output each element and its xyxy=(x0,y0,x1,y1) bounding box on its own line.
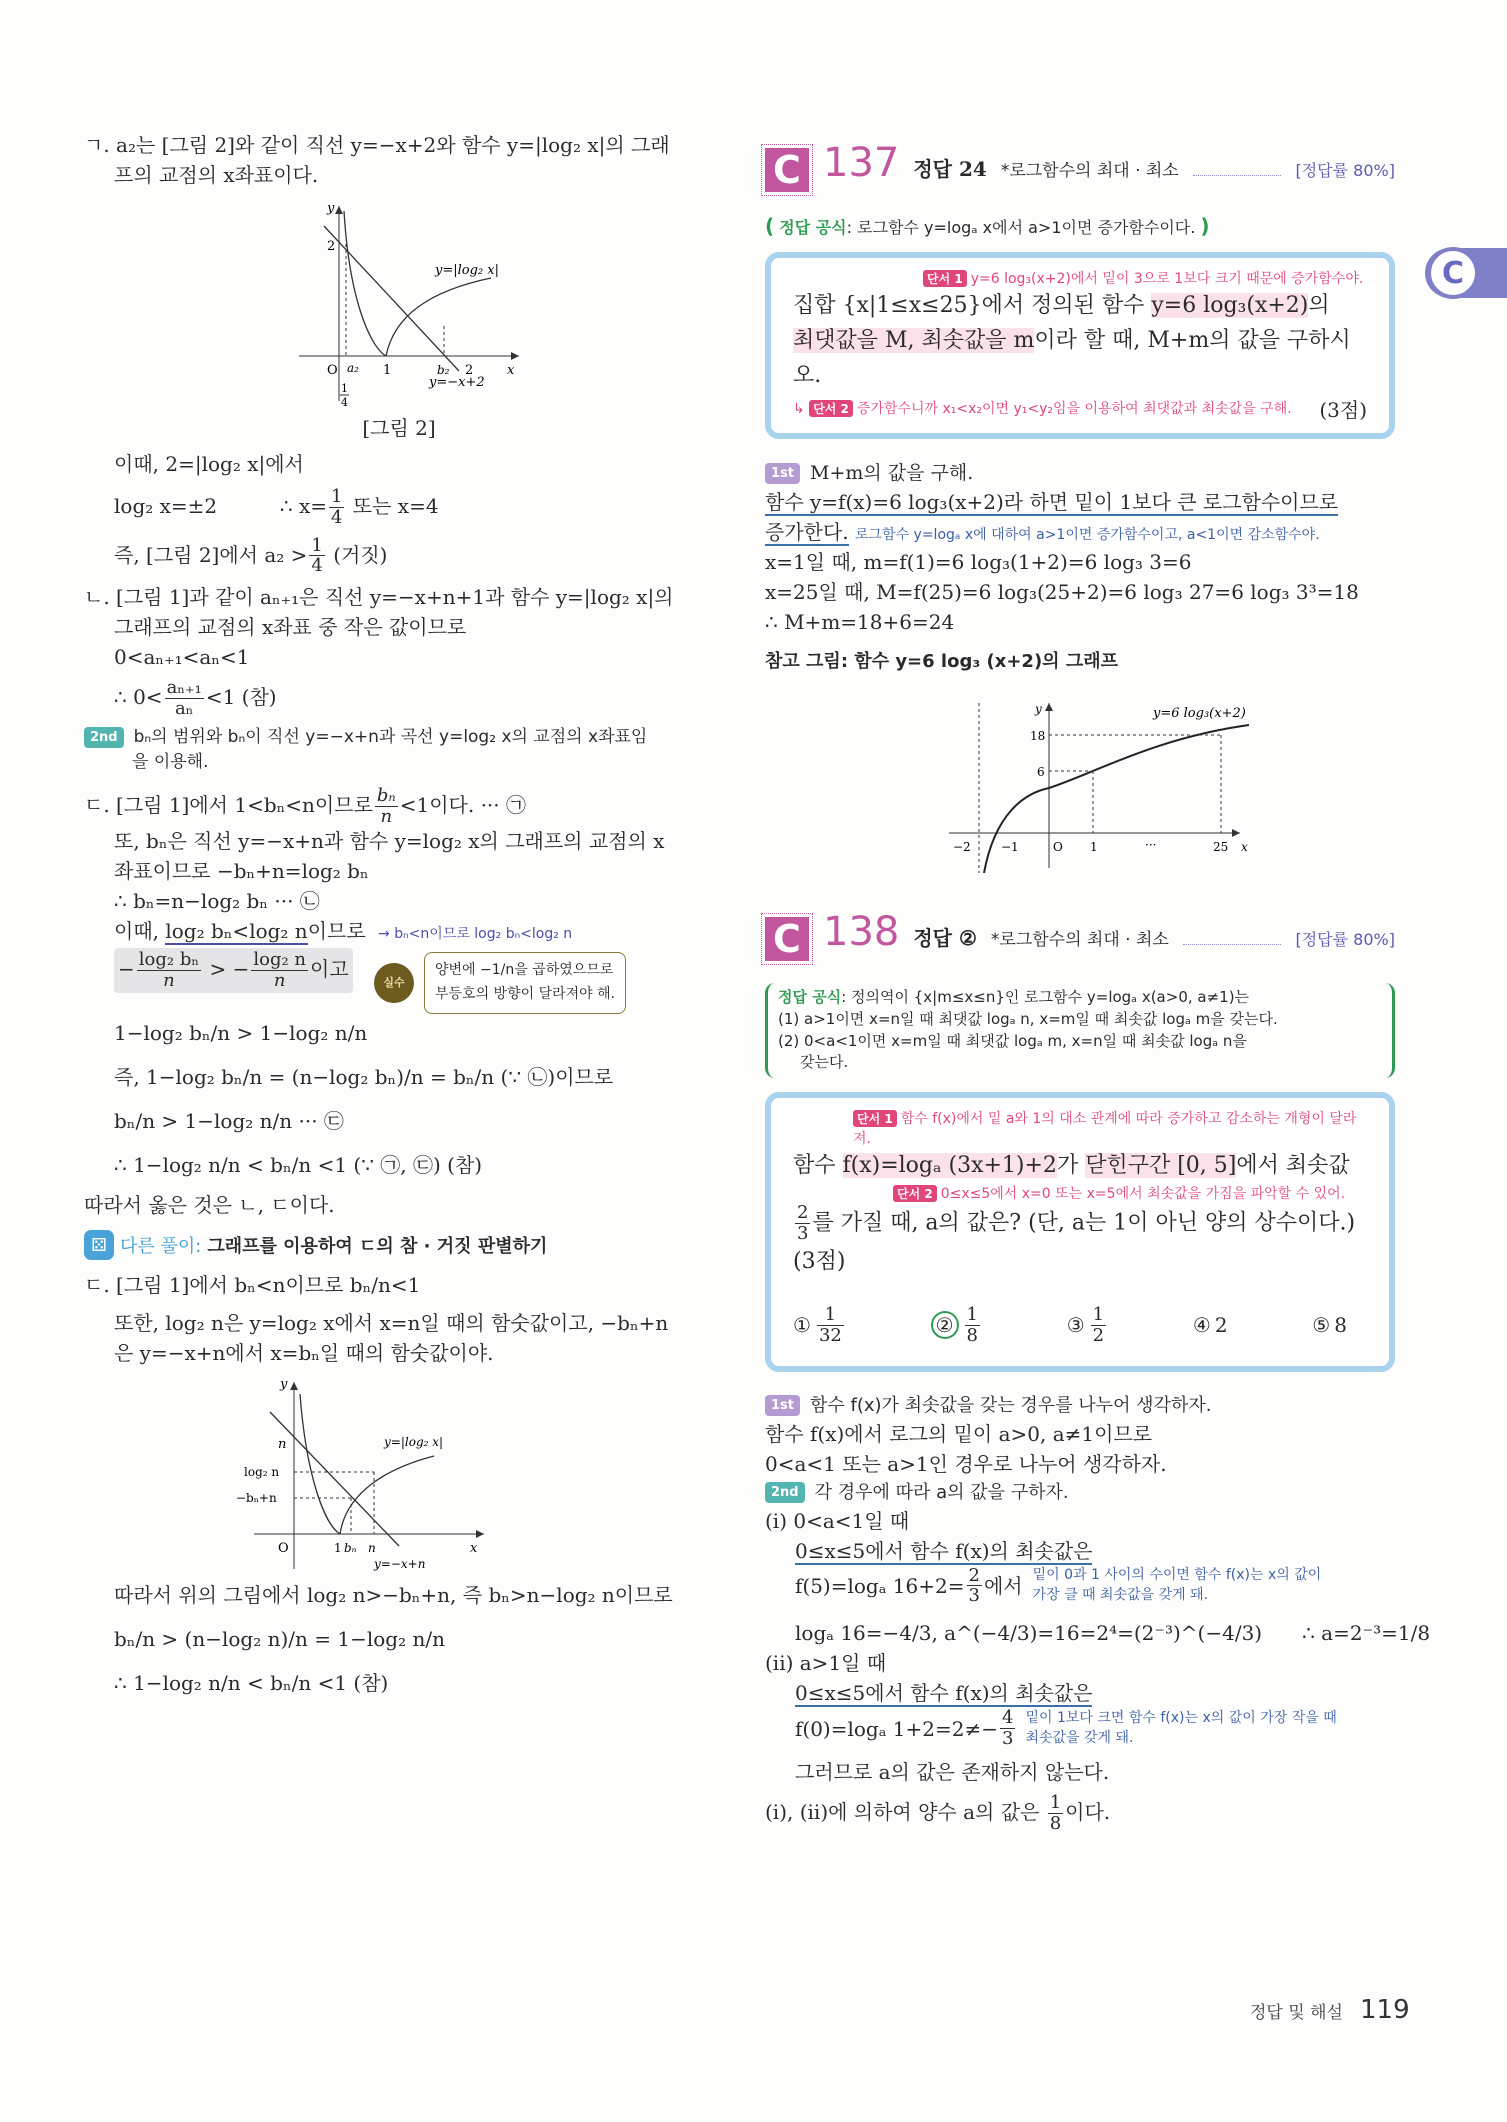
step-2nd xyxy=(765,1479,1395,1506)
g-line4-eq: log₂ x=±2 xyxy=(114,493,218,518)
step-2nd xyxy=(84,725,714,751)
g-line5-head: 즉, [그림 2]에서 a₂ > xyxy=(114,542,308,567)
svg-text:a₂: a₂ xyxy=(347,361,359,375)
d-line4: ∴ bₙ=n−log₂ bₙ ··· ㉡ xyxy=(114,889,320,914)
s2: 증가한다. 로그함수 y=logₐ x에 대하여 a>1이면 증가함수이고, a<1이면 감소함수야. xyxy=(765,520,1320,545)
svg-text:log₂ n: log₂ n xyxy=(244,1465,280,1480)
problem-138-header xyxy=(765,909,1395,969)
choice-3[interactable]: ③ $\frac{1}{2}$ xyxy=(1066,1304,1105,1346)
case1-head: (i) 0<a<1일 때 xyxy=(765,1508,910,1533)
case2-note: 밑이 1보다 크면 함수 f(x)는 x의 값이 가장 작을 때 최솟값을 갖게 돼. xyxy=(1025,1709,1337,1746)
problem-137-header xyxy=(765,140,1395,200)
answer-choices xyxy=(793,1305,1347,1346)
step-badge: 2nd xyxy=(765,1482,805,1504)
step-badge: 2nd xyxy=(84,727,124,749)
left-column xyxy=(84,130,714,1698)
correct-rate: [정답률 80%] xyxy=(1295,161,1395,180)
step-text: 함수 f(x)가 최솟값을 갖는 경우를 나누어 생각하자. xyxy=(810,1394,1212,1416)
alt-figure xyxy=(234,1374,494,1574)
mistake-line1: 양변에 −1/n을 곱하였으므로 xyxy=(435,962,614,979)
correct-rate: [정답률 80%] xyxy=(1295,930,1395,950)
highlighted-inequality: − $\frac{\text{log₂ bₙ}}{n}$ > − $\frac{\text{log₂ n}}{n}$ 이고 xyxy=(114,948,353,993)
svg-text:y=|log₂ x|: y=|log₂ x| xyxy=(435,263,499,278)
svg-text:4: 4 xyxy=(341,396,348,406)
hint-1: 단서 1 y=6 log₃(x+2)에서 밑이 3으로 1보다 크기 때문에 증가함수야. xyxy=(793,268,1367,288)
n-line4-head: ∴ 0< xyxy=(114,684,163,709)
conclusion: 따라서 옳은 것은 ㄴ, ㄷ이다. xyxy=(84,1193,335,1218)
right-column xyxy=(765,140,1431,1834)
hint-1: 단서 1 함수 f(x)에서 밑 a와 1의 대소 관계에 따라 증가하고 감소하는 개형이 달라져. xyxy=(853,1111,1357,1148)
hint-2-row xyxy=(793,394,1367,423)
s5: ∴ M+m=18+6=24 xyxy=(765,610,955,635)
answer-formula: ( 정답 공식: 로그함수 y=logₐ x에서 a>1이면 증가함수이다. ) xyxy=(765,214,1210,238)
step-1st xyxy=(765,1392,1395,1419)
alt-label: 다른 풀이: xyxy=(120,1236,202,1258)
s2: 0<a<1 또는 a>1인 경우로 나누어 생각하자. xyxy=(765,1451,1167,1476)
question-line2: 최댓값을 M, 최솟값을 m이라 할 때, M+m의 값을 구하시오. xyxy=(793,328,1351,389)
case2-eq: f(0)=logₐ 1+2=2≠− $\frac{4}{3}$ 밑이 1보다 크면 함수 f(x)는 x의 값이 가장 작을 때 최솟값을 갖게 돼. xyxy=(795,1707,1337,1750)
n-line2: 그래프의 교점의 x좌표 중 작은 값이므로 xyxy=(114,615,467,640)
step-2nd-cont: 을 이용해. xyxy=(132,752,209,773)
d-line10: ∴ 1−log₂ n/n < bₙ/n <1 (∵ ㉠, ㉢) (참) xyxy=(114,1153,483,1178)
case2-result: 그러므로 a의 값은 존재하지 않는다. xyxy=(795,1759,1110,1784)
alt-line6: ∴ 1−log₂ n/n < bₙ/n <1 (참) xyxy=(114,1671,389,1696)
problem-138-box xyxy=(765,1092,1395,1372)
s1: 함수 y=f(x)=6 log₃(x+2)라 하면 밑이 1보다 큰 로그함수이므로 xyxy=(765,490,1339,515)
chapter-tab xyxy=(1425,248,1507,298)
answer: 정답 24 xyxy=(913,157,987,181)
svg-text:···: ··· xyxy=(1145,838,1157,853)
fraction: $\frac{\text{bₙ}}{n}$ xyxy=(376,784,396,827)
case1-eq2: logₐ 16=−4/3, a^(−4/3)=16=2⁴=(2⁻³)^(−4/3) ∴ a=2⁻³=1/8 xyxy=(795,1621,1431,1646)
n-line1: ㄴ. [그림 1]과 같이 aₙ₊₁은 직선 y=−x+n+1과 함수 y=|log₂ x|의 xyxy=(84,585,674,610)
alt-line5: bₙ/n > (n−log₂ n)/n = 1−log₂ n/n xyxy=(114,1627,445,1652)
svg-text:y=−x+2: y=−x+2 xyxy=(429,375,485,390)
d-line5 xyxy=(84,916,714,946)
svg-text:y: y xyxy=(327,201,335,216)
svg-text:y=−x+n: y=−x+n xyxy=(374,1557,426,1572)
alt-line4: 따라서 위의 그림에서 log₂ n>−bₙ+n, 즉 bₙ>n−log₂ n이므로 xyxy=(114,1583,673,1608)
level-c-icon: C xyxy=(765,148,809,192)
svg-text:−bₙ+n: −bₙ+n xyxy=(236,1491,277,1506)
svg-text:n: n xyxy=(278,1437,287,1453)
inequality-note: → bₙ<n이므로 log₂ bₙ<log₂ n xyxy=(378,926,573,943)
svg-text:2: 2 xyxy=(465,363,474,378)
dice-icon: ⚄ xyxy=(84,1230,114,1260)
mistake-line2: 부등호의 방향이 달라져야 해. xyxy=(435,986,616,1003)
svg-text:1: 1 xyxy=(1090,840,1098,855)
mistake-icon: 실수 xyxy=(374,963,414,1003)
topic: *로그함수의 최대 · 최소 xyxy=(1000,161,1179,181)
d-line1 xyxy=(84,786,714,827)
svg-text:x: x xyxy=(507,363,515,378)
svg-text:−2: −2 xyxy=(953,840,971,855)
d-line5-tail: 이므로 xyxy=(307,919,366,944)
points: (3점) xyxy=(1319,397,1367,422)
d-line7: 1−log₂ bₙ/n > 1−log₂ n/n xyxy=(114,1021,368,1046)
figure-2-caption: [그림 2] xyxy=(362,416,436,440)
alt-line1: ㄷ. [그림 1]에서 bₙ<n이므로 bₙ/n<1 xyxy=(84,1273,421,1298)
g-line4 xyxy=(84,487,714,528)
selected-mark-icon: ② xyxy=(931,1311,959,1339)
log-curve-graph xyxy=(935,683,1255,873)
question-line1: 집합 {x|1≤x≤25}에서 정의된 함수 y=6 log₃(x+2)의 xyxy=(793,293,1330,318)
alt-line2: 또한, log₂ n은 y=log₂ x에서 x=n일 때의 함숫값이고, −bₙ+n xyxy=(114,1311,669,1336)
svg-text:O: O xyxy=(278,1541,289,1557)
answer: 정답 ② xyxy=(913,926,977,951)
topic: *로그함수의 최대 · 최소 xyxy=(990,930,1169,951)
svg-text:1: 1 xyxy=(383,363,392,378)
n-line4 xyxy=(84,678,714,719)
svg-text:bₙ: bₙ xyxy=(344,1541,357,1556)
svg-text:2: 2 xyxy=(327,239,336,254)
mistake-bubble xyxy=(424,952,626,1014)
d-line1-head: ㄷ. [그림 1]에서 1<bₙ<n이므로 xyxy=(84,792,373,817)
g-line4-tail: 또는 x=4 xyxy=(346,493,439,518)
g-line5-verdict: (거짓) xyxy=(326,542,388,567)
case1-ul: 0≤x≤5에서 함수 f(x)의 최솟값은 xyxy=(795,1538,1093,1563)
step-badge: 1st xyxy=(765,463,800,485)
page-number: 119 xyxy=(1360,1995,1410,2025)
figure-2-graph xyxy=(269,196,529,406)
svg-text:−1: −1 xyxy=(1001,840,1019,855)
svg-text:25: 25 xyxy=(1213,840,1229,855)
choice-1[interactable]: ① $\frac{1}{32}$ xyxy=(793,1304,842,1346)
svg-text:O: O xyxy=(327,363,338,378)
alt-title: 그래프를 이용하여 ㄷ의 참 · 거짓 판별하기 xyxy=(207,1236,548,1258)
footer-label: 정답 및 해설 xyxy=(1250,2003,1343,2023)
alt-solution-header xyxy=(84,1230,714,1260)
final-answer: (i), (ii)에 의하여 양수 a의 값은 $\frac{1}{8}$ 이다. xyxy=(765,1791,1111,1834)
page-footer xyxy=(1250,1995,1410,2025)
alt-figure-graph xyxy=(234,1374,494,1574)
step-text: 각 경우에 따라 a의 값을 구하자. xyxy=(814,1481,1069,1503)
svg-text:1: 1 xyxy=(341,382,348,395)
d-line1-tail: <1이다. ··· ㉠ xyxy=(399,792,527,817)
mistake-callout xyxy=(374,952,626,1014)
dotted-leader xyxy=(1193,175,1282,176)
d-line3: 좌표이므로 −bₙ+n=log₂ bₙ xyxy=(114,859,369,884)
case2-head: (ii) a>1일 때 xyxy=(765,1651,887,1676)
svg-text:O: O xyxy=(1053,840,1063,855)
g-line1: ㄱ. a₂는 [그림 2]와 같이 직선 y=−x+2와 함수 y=|log₂ x|의 그래 xyxy=(84,133,670,157)
svg-text:y=|log₂ x|: y=|log₂ x| xyxy=(384,1435,444,1450)
step-1st xyxy=(765,459,1395,488)
chapter-letter-icon: C xyxy=(1427,247,1479,299)
fraction: $\frac{1}{4}$ xyxy=(330,486,343,528)
svg-text:y: y xyxy=(280,1377,288,1393)
step-text: bₙ의 범위와 bₙ이 직선 y=−x+n과 곡선 y=log₂ x의 교점의 x좌표임 xyxy=(133,726,648,747)
problem-number: 137 xyxy=(823,140,900,186)
svg-text:y=6 log₃(x+2): y=6 log₃(x+2) xyxy=(1153,706,1246,722)
step-badge: 1st xyxy=(765,1395,800,1417)
case1-note: 밑이 0과 1 사이의 수이면 함수 f(x)는 x의 값이 가장 클 때 최솟값을 갖게 돼. xyxy=(1032,1567,1322,1603)
d-line6 xyxy=(84,948,714,1004)
g-line3: 이때, 2=|log₂ x|에서 xyxy=(114,452,304,476)
level-c-icon: C xyxy=(765,917,809,961)
problem-number: 138 xyxy=(823,909,900,956)
d-line5-head: 이때, xyxy=(114,919,166,944)
g-line2: 프의 교점의 x좌표이다. xyxy=(114,163,319,187)
s4: x=25일 때, M=f(25)=6 log₃(25+2)=6 log₃ 27=6 log₃ 3³=18 xyxy=(765,580,1359,605)
g-line4-therefore: ∴ x= xyxy=(279,493,327,518)
step-text: M+m의 값을 구해. xyxy=(810,461,974,484)
svg-text:1: 1 xyxy=(334,1541,342,1556)
n-line3: 0<aₙ₊₁<aₙ<1 xyxy=(114,645,250,670)
choice-5[interactable]: ⑤ 8 xyxy=(1312,1313,1347,1338)
s1: 함수 f(x)에서 로그의 밑이 a>0, a≠1이므로 xyxy=(765,1421,1153,1446)
choice-2[interactable]: ② $\frac{1}{8}$ xyxy=(931,1305,982,1346)
case2-ul: 0≤x≤5에서 함수 f(x)의 최솟값은 xyxy=(795,1681,1093,1706)
question-line1: 함수 f(x)=logₐ (3x+1)+2가 닫힌구간 [0, 5]에서 최솟값 xyxy=(793,1153,1350,1179)
hint-2: 단서 2 0≤x≤5에서 x=0 또는 x=5에서 최솟값을 가짐을 파악할 수 있어. xyxy=(793,1183,1367,1203)
alt-line3: 은 y=−x+n에서 x=bₙ일 때의 함숫값이야. xyxy=(114,1341,494,1366)
problem-137-box xyxy=(765,252,1395,439)
fraction: $\frac{\text{aₙ₊₁}}{\text{aₙ}}$ xyxy=(166,677,202,719)
svg-text:18: 18 xyxy=(1030,729,1046,744)
n-line4-verdict: <1 (참) xyxy=(205,684,277,709)
svg-text:b₂: b₂ xyxy=(437,363,450,377)
reference-title: 참고 그림: 함수 y=6 log₃ (x+2)의 그래프 xyxy=(765,651,1118,673)
choice-4[interactable]: ④ 2 xyxy=(1192,1313,1228,1338)
s3: x=1일 때, m=f(1)=6 log₃(1+2)=6 log₃ 3=6 xyxy=(765,550,1192,575)
svg-text:6: 6 xyxy=(1037,765,1045,780)
d-line2: 또, bₙ은 직선 y=−x+n과 함수 y=log₂ x의 그래프의 교점의 x xyxy=(114,829,665,854)
figure-2 xyxy=(269,196,529,406)
d-line8: 즉, 1−log₂ bₙ/n = (n−log₂ bₙ)/n = bₙ/n (∵ ㉡)이므로 xyxy=(114,1065,614,1090)
answer-formula: 정답 공식: 정의역이 {x|m≤x≤n}인 로그함수 y=logₐ x(a>0, a≠1)는 (1) a>1이면 x=n일 때 최댓값 logₐ n, x=m일 때 최솟값 logₐ m을 갖는다. (2) 0<a<1이면 x=m일 때 최댓값 logₐ m, x=n일 때 최솟값 logₐ n을 갖는다. xyxy=(765,983,1395,1078)
hint-2: ↳ 단서 2 증가함수니까 x₁<x₂이면 y₁<y₂임을 이용하여 최댓값과 최솟값을 구해. xyxy=(793,401,1292,418)
fraction: $\frac{1}{4}$ xyxy=(311,534,323,577)
case1-eq: f(5)=logₐ 16+2= $\frac{2}{3}$ 에서 밑이 0과 1 사이의 수이면 함수 f(x)는 x의 값이 가장 클 때 최솟값을 갖게 돼. xyxy=(795,1564,1322,1607)
underlined-inequality: log₂ bₙ<log₂ n xyxy=(165,919,308,944)
g-line5 xyxy=(84,536,714,577)
svg-text:y: y xyxy=(1035,702,1042,717)
reference-graph xyxy=(935,683,1255,873)
svg-text:x: x xyxy=(470,1541,478,1557)
s2-note: 로그함수 y=logₐ x에 대하여 a>1이면 증가함수이고, a<1이면 감소함수야. xyxy=(855,527,1320,544)
d-line9: bₙ/n > 1−log₂ n/n ··· ㉢ xyxy=(114,1109,344,1134)
question-line2: $\frac{2}{3}$ 를 가질 때, a의 값은? (단, a는 1이 아닌 양의 상수이다.) (3점) xyxy=(793,1202,1356,1274)
svg-text:x: x xyxy=(1241,840,1248,855)
svg-text:n: n xyxy=(368,1541,376,1556)
dotted-leader xyxy=(1183,944,1282,945)
